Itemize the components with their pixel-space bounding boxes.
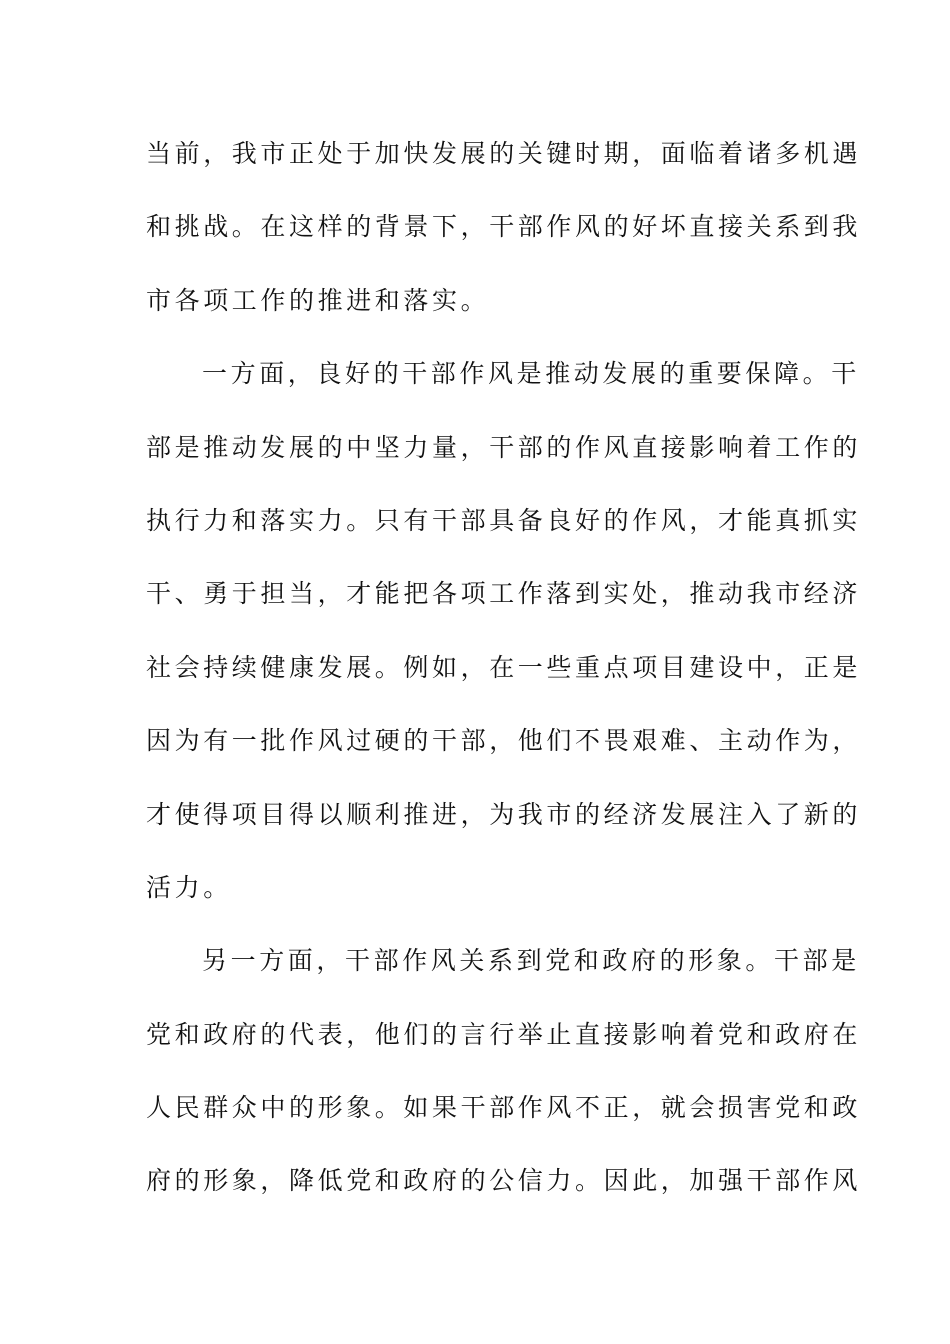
text-line: 和挑战。在这样的背景下，干部作风的好坏直接关系到我 [146, 212, 862, 242]
text-line: 当前，我市正处于加快发展的关键时期，面临着诸多机遇 [146, 139, 862, 168]
text-line: 另一方面，干部作风关系到党和政府的形象。干部是 [202, 946, 860, 976]
text-line: 因为有一批作风过硬的干部，他们不畏艰难、主动作为， [146, 726, 862, 756]
text-line: 人民群众中的形象。如果干部作风不正，就会损害党和政 [146, 1093, 862, 1123]
text-line: 部是推动发展的中坚力量，干部的作风直接影响着工作的 [146, 432, 862, 462]
text-line: 市各项工作的推进和落实。 [146, 285, 490, 315]
text-line: 府的形象，降低党和政府的公信力。因此，加强干部作风 [146, 1166, 862, 1196]
body-text [146, 130, 862, 1231]
text-line: 一方面，良好的干部作风是推动发展的重要保障。干 [202, 359, 860, 389]
paragraph-1 [146, 130, 862, 350]
text-line: 才使得项目得以顺利推进，为我市的经济发展注入了新的 [146, 799, 862, 829]
text-line: 活力。 [146, 872, 232, 902]
text-line: 党和政府的代表，他们的言行举止直接影响着党和政府在 [146, 1019, 862, 1049]
paragraph-3 [146, 937, 862, 1231]
paragraph-2 [146, 350, 862, 937]
text-line: 干、勇于担当，才能把各项工作落到实处，推动我市经济 [146, 579, 862, 609]
text-line: 社会持续健康发展。例如，在一些重点项目建设中，正是 [146, 652, 862, 682]
text-line: 执行力和落实力。只有干部具备良好的作风，才能真抓实 [146, 505, 862, 535]
